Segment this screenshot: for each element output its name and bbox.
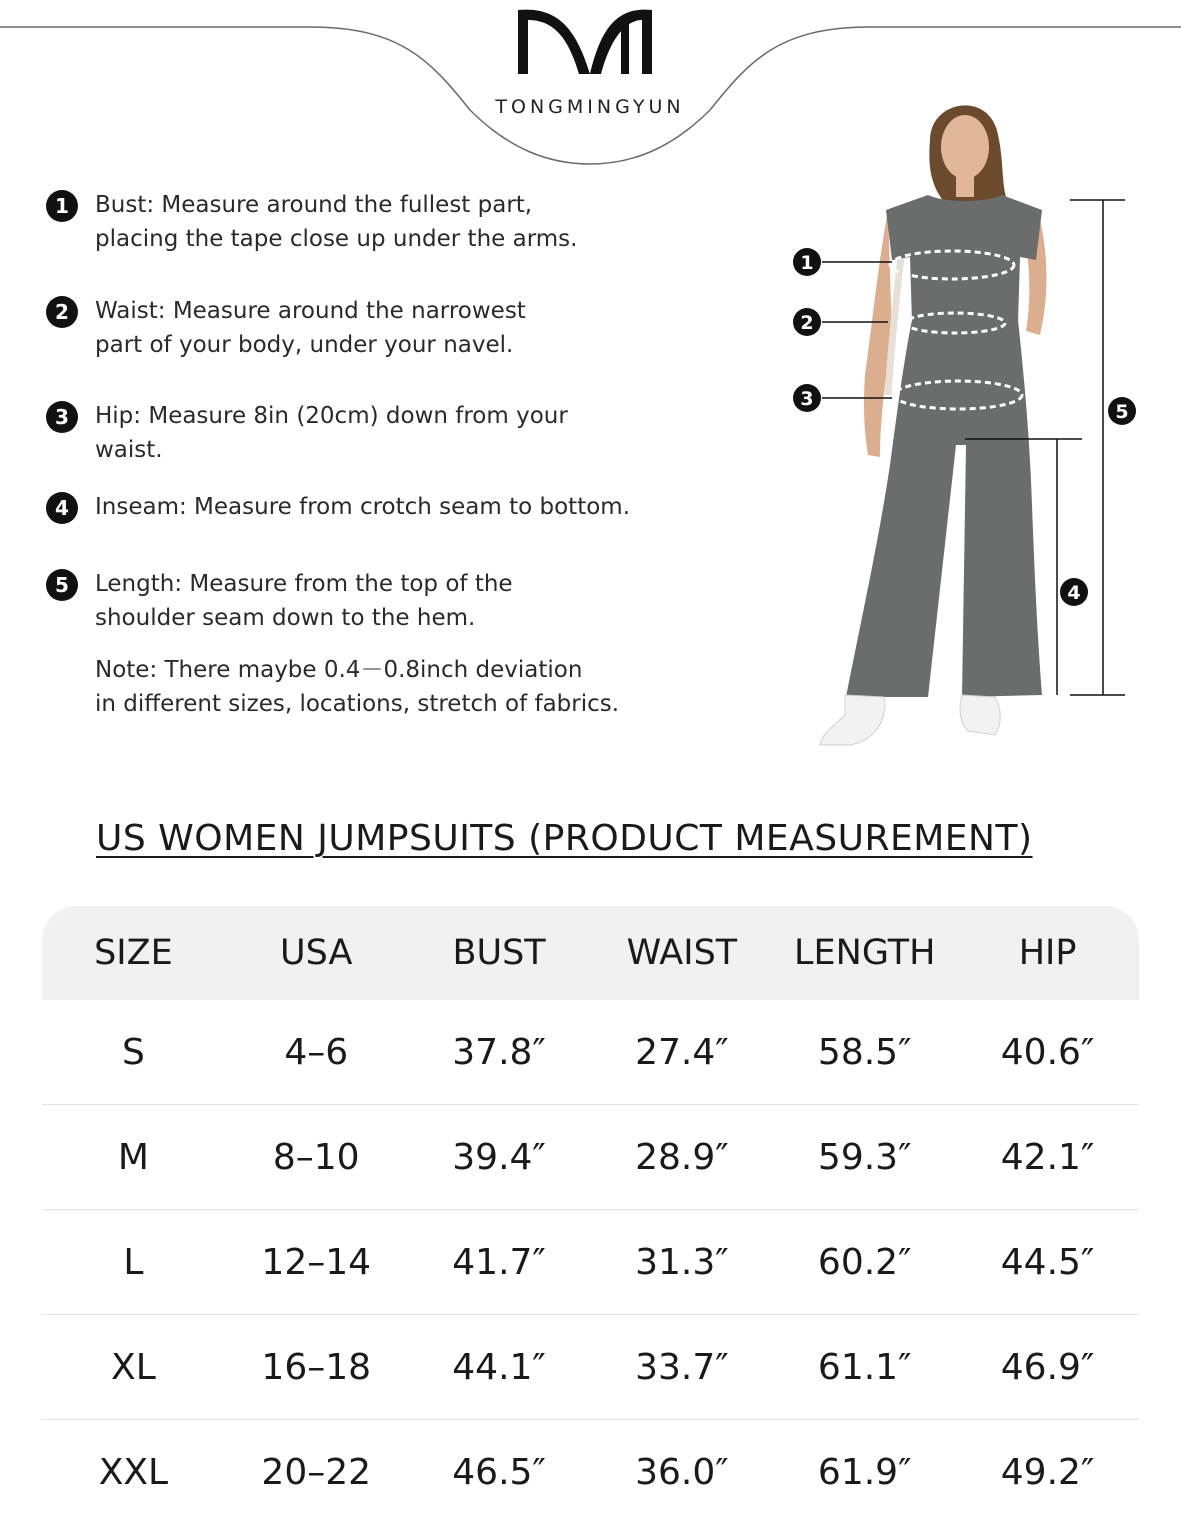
cell-size: XXL — [42, 1420, 225, 1524]
top-shape — [886, 195, 1042, 323]
header-bust: BUST — [408, 906, 591, 1000]
cell-size: L — [42, 1210, 225, 1315]
cell-size: XL — [42, 1315, 225, 1420]
cell-waist: 31.3″ — [590, 1210, 773, 1315]
left-shoe-shape — [820, 695, 885, 745]
header-usa: USA — [225, 906, 408, 1000]
cell-size: M — [42, 1105, 225, 1210]
head-shape — [941, 115, 989, 179]
cell-usa: 16–18 — [225, 1315, 408, 1420]
cell-hip: 42.1″ — [956, 1105, 1139, 1210]
number-2-icon: 2 — [46, 296, 78, 328]
cell-size: S — [42, 1000, 225, 1105]
right-shoe-shape — [960, 695, 1000, 735]
marker-label: 3 — [800, 388, 813, 410]
cell-waist: 27.4″ — [590, 1000, 773, 1105]
header-size: SIZE — [42, 906, 225, 1000]
size-table — [42, 906, 1139, 1524]
guide-text: Length: Measure from the top of the shoulder seam down to the hem. — [95, 567, 513, 635]
cell-length: 61.9″ — [773, 1420, 956, 1524]
cell-bust: 37.8″ — [408, 1000, 591, 1105]
guide-text: Inseam: Measure from crotch seam to bottom. — [95, 490, 630, 524]
table-row — [42, 1210, 1139, 1315]
number-3-icon: 3 — [46, 401, 78, 433]
cell-usa: 4–6 — [225, 1000, 408, 1105]
number-1-icon: 1 — [46, 190, 78, 222]
marker-label: 1 — [800, 252, 813, 274]
cell-waist: 28.9″ — [590, 1105, 773, 1210]
guide-text: Waist: Measure around the narrowest part of your body, under your navel. — [95, 294, 526, 362]
tongmingyun-logo-icon — [515, 4, 665, 76]
table-row — [42, 1105, 1139, 1210]
marker-1-icon — [793, 248, 821, 276]
deviation-note: Note: There maybe 0.4－0.8inch deviation in different sizes, locations, stretch of fabrics. — [95, 653, 619, 721]
number-5-icon: 5 — [46, 569, 78, 601]
cell-length: 60.2″ — [773, 1210, 956, 1315]
number-4-icon: 4 — [46, 492, 78, 524]
cell-waist: 33.7″ — [590, 1315, 773, 1420]
cell-bust: 41.7″ — [408, 1210, 591, 1315]
cell-usa: 8–10 — [225, 1105, 408, 1210]
marker-label: 4 — [1067, 582, 1080, 604]
cell-length: 58.5″ — [773, 1000, 956, 1105]
cell-length: 59.3″ — [773, 1105, 956, 1210]
marker-label: 5 — [1115, 401, 1128, 423]
guide-text: Bust: Measure around the fullest part, placing the tape close up under the arms. — [95, 188, 577, 256]
header-waist: WAIST — [590, 906, 773, 1000]
table-row — [42, 1315, 1139, 1420]
cell-usa: 12–14 — [225, 1210, 408, 1315]
table-row — [42, 1000, 1139, 1105]
header-hip: HIP — [956, 906, 1139, 1000]
marker-3-icon — [793, 384, 821, 412]
cell-usa: 20–22 — [225, 1420, 408, 1524]
left-arm-shape — [864, 210, 892, 457]
marker-2-icon — [793, 308, 821, 336]
marker-5-icon — [1108, 397, 1136, 425]
model-figure — [780, 85, 1160, 755]
cell-hip: 49.2″ — [956, 1420, 1139, 1524]
cell-bust: 46.5″ — [408, 1420, 591, 1524]
cell-waist: 36.0″ — [590, 1420, 773, 1524]
table-header-row — [42, 906, 1139, 1000]
cell-bust: 44.1″ — [408, 1315, 591, 1420]
table-title: US WOMEN JUMPSUITS (PRODUCT MEASUREMENT) — [96, 818, 1033, 859]
neck-shape — [956, 175, 974, 197]
cell-hip: 44.5″ — [956, 1210, 1139, 1315]
cell-bust: 39.4″ — [408, 1105, 591, 1210]
cell-hip: 40.6″ — [956, 1000, 1139, 1105]
marker-label: 2 — [800, 312, 813, 334]
brand-name: TONGMINGYUN — [440, 96, 740, 118]
header-length: LENGTH — [773, 906, 956, 1000]
cell-hip: 46.9″ — [956, 1315, 1139, 1420]
marker-4-icon — [1060, 578, 1088, 606]
cell-length: 61.1″ — [773, 1315, 956, 1420]
table-row — [42, 1420, 1139, 1524]
guide-text: Hip: Measure 8in (20cm) down from your waist. — [95, 399, 568, 467]
